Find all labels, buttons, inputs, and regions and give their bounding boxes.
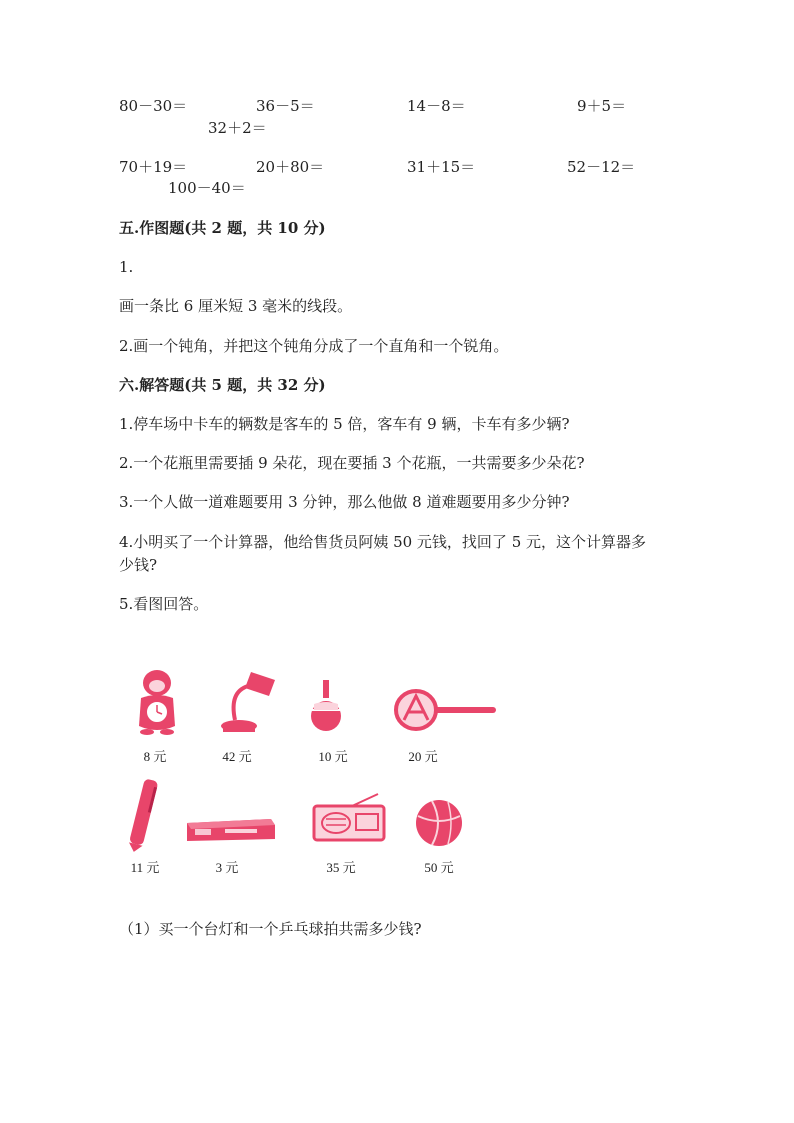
price-ball: 50 元 xyxy=(424,860,454,875)
basketball-icon xyxy=(414,798,464,848)
price-pencil-box: 3 元 xyxy=(215,860,239,875)
ping-pong-paddle-icon xyxy=(310,680,342,738)
section6-q1: 1.停车场中卡车的辆数是客车的 5 倍，客车有 9 辆，卡车有多少辆? xyxy=(119,415,570,433)
calc-2: 36－5＝ xyxy=(256,97,315,115)
calc-1: 80－30＝ xyxy=(119,97,188,115)
section5-q1-text: 画一条比 6 厘米短 3 毫米的线段。 xyxy=(119,297,353,315)
calc-6: 70＋19＝ xyxy=(119,158,188,176)
section6-q3: 3.一个人做一道难题要用 3 分钟，那么他做 8 道难题要用多少分钟? xyxy=(119,493,570,511)
pen-icon xyxy=(125,777,161,853)
section6-q4-line1: 4.小明买了一个计算器，他给售货员阿姨 50 元钱，找回了 5 元，这个计算器多 xyxy=(119,533,647,551)
desk-lamp-icon xyxy=(215,668,280,736)
price-radio: 35 元 xyxy=(326,860,356,875)
pencil-box-icon xyxy=(185,815,277,843)
calc-9: 52－12＝ xyxy=(567,158,636,176)
price-clock: 8 元 xyxy=(143,749,167,764)
section6-q5: 5.看图回答。 xyxy=(119,595,209,613)
alarm-clock-icon xyxy=(135,668,180,736)
section5-heading: 五.作图题(共 2 题，共 10 分) xyxy=(119,219,326,237)
price-paddle: 10 元 xyxy=(318,749,348,764)
section5-q1-number: 1. xyxy=(119,258,134,276)
calc-5: 32＋2＝ xyxy=(208,119,267,137)
section6-heading: 六.解答题(共 5 题，共 32 分) xyxy=(119,376,326,394)
calc-8: 31＋15＝ xyxy=(407,158,476,176)
calc-4: 9＋5＝ xyxy=(577,97,627,115)
section6-sub1: （1）买一个台灯和一个乒乓球拍共需多少钱? xyxy=(119,920,422,938)
section5-q2-text: 2.画一个钝角，并把这个钝角分成了一个直角和一个锐角。 xyxy=(119,337,509,355)
section6-q2: 2.一个花瓶里需要插 9 朵花，现在要插 3 个花瓶，一共需要多少朵花? xyxy=(119,454,585,472)
section6-q4-line2: 少钱? xyxy=(119,556,158,574)
radio-icon xyxy=(312,792,386,842)
tennis-racket-icon xyxy=(394,688,498,732)
calc-10: 100－40＝ xyxy=(168,179,246,197)
price-lamp: 42 元 xyxy=(222,749,252,764)
price-pen: 11 元 xyxy=(130,860,160,875)
calc-7: 20＋80＝ xyxy=(256,158,325,176)
calc-3: 14－8＝ xyxy=(407,97,466,115)
price-racket: 20 元 xyxy=(408,749,438,764)
